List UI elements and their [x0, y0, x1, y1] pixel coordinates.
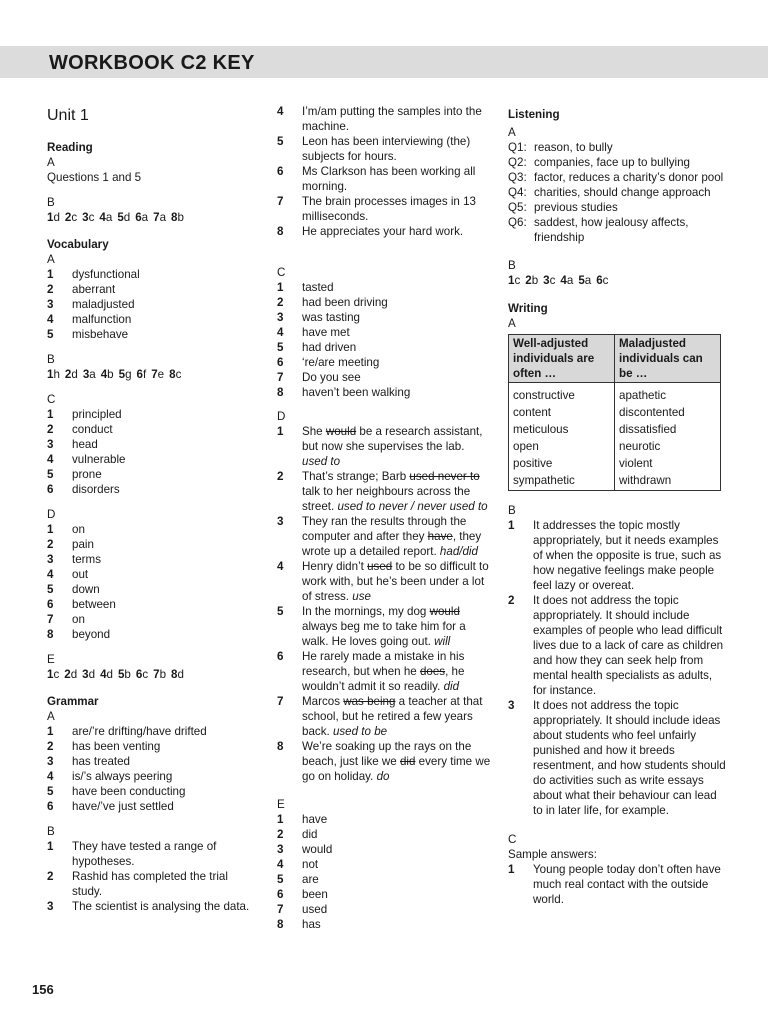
answer-code: 6c	[135, 668, 149, 681]
table-row: positive violent	[509, 455, 721, 472]
list-item: 3 was tasting	[277, 311, 360, 324]
table-row: constructive apathetic	[509, 383, 721, 405]
grammar-d-label: D	[277, 410, 286, 423]
reading-a-answer: Questions 1 and 5	[47, 171, 142, 184]
reading-b-label: B	[47, 196, 55, 209]
answer-code: 8b	[171, 211, 184, 224]
table-row: content discontented	[509, 404, 721, 421]
list-item: 4 out	[47, 568, 89, 581]
list-item: 1 dysfunctional	[47, 268, 140, 281]
answer-code: 2d	[64, 368, 78, 381]
list-item: 3 The scientist is analysing the data.	[47, 900, 250, 913]
list-item: Q3: factor, reduces a charity’s donor pool	[508, 171, 724, 184]
list-item: 1 They have tested a range of hypotheses.	[47, 840, 217, 868]
table-row: meticulous dissatisfied	[509, 421, 721, 438]
vocab-c-list	[47, 407, 252, 497]
answer-code: 8c	[169, 368, 182, 381]
list-item: 3 has treated	[47, 755, 131, 768]
writing-b-list	[508, 518, 728, 818]
reading-a-label: A	[47, 156, 55, 169]
grammar-heading: Grammar	[47, 695, 99, 708]
answer-code: 5d	[117, 211, 131, 224]
list-item: Q2: companies, face up to bullying	[508, 156, 690, 169]
vocab-d-list	[47, 522, 252, 642]
answer-code: 6a	[135, 211, 149, 224]
header-banner	[0, 46, 768, 78]
list-item: 7 on	[47, 613, 85, 626]
list-item: 5 Leon has been interviewing (the) subjects for hours.	[277, 135, 471, 163]
list-item: 6 Ms Clarkson has been working all morning.	[277, 165, 476, 193]
list-item: 1 principled	[47, 408, 122, 421]
list-item: 4 malfunction	[47, 313, 132, 326]
list-item: 2 did	[277, 828, 318, 841]
grammar-e-list	[277, 812, 492, 932]
listening-a-label: A	[508, 126, 516, 139]
grammar-e-label: E	[277, 798, 285, 811]
list-item: 1 are/’re drifting/have drifted	[47, 725, 207, 738]
list-item: 1 on	[47, 523, 85, 536]
list-item: 2 had been driving	[277, 296, 388, 309]
list-item: 3 would	[277, 843, 333, 856]
list-item: 1 have	[277, 813, 328, 826]
list-item: 8 He appreciates your hard work.	[277, 225, 464, 238]
grammar-d-item: 8 We’re soaking up the rays on the beach, just like we did every time we go on holiday. do	[277, 740, 491, 783]
list-item: Q5: previous studies	[508, 201, 618, 214]
list-item: 2 has been venting	[47, 740, 161, 753]
answer-code: 8d	[171, 668, 184, 681]
list-item: 5 down	[47, 583, 100, 596]
vocab-e-answers	[47, 667, 252, 682]
grammar-c-label: C	[277, 266, 286, 279]
table-row: sympathetic withdrawn	[509, 472, 721, 491]
list-item: 4 I’m/am putting the samples into the machine.	[277, 105, 482, 133]
list-item: 4 is/’s always peering	[47, 770, 173, 783]
list-item: 2 conduct	[47, 423, 113, 436]
list-item: 1 It addresses the topic mostly appropriately, but it needs examples of when the opposite is true, such as how negative feelings make people feel lazy or overeat.	[508, 519, 722, 592]
vocab-e-label: E	[47, 653, 55, 666]
table-header: Maladjusted individuals can be …	[615, 335, 721, 383]
list-item: 2 It does not address the topic appropriately. It should include examples of people who lead difficult lives due to a lack of care as children and how they can seek help from mental health specialists as adults, for instance.	[508, 594, 724, 697]
answer-code: 7e	[151, 368, 165, 381]
answer-code: 1c	[47, 668, 60, 681]
vocab-b-answers	[47, 367, 252, 382]
list-item: 8 haven’t been walking	[277, 386, 411, 399]
page-number: 156	[32, 982, 54, 997]
reading-b-answers	[47, 210, 252, 225]
grammar-d-item: 1 She would be a research assistant, but now she supervises the lab. used to	[277, 425, 483, 468]
answer-code: 4b	[100, 368, 114, 381]
writing-b-label: B	[508, 504, 516, 517]
grammar-c-list	[277, 280, 492, 400]
writing-a-label: A	[508, 317, 516, 330]
list-item: 5 had driven	[277, 341, 357, 354]
grammar-d-item: 2 That’s strange; Barb used never to talk to her neighbours across the street. used to never / never used to	[277, 470, 488, 513]
grammar-d-item: 3 They ran the results through the computer and after they have, they wrote up a detailed report. had/did	[277, 515, 482, 558]
list-item: 2 aberrant	[47, 283, 116, 296]
vocab-d-label: D	[47, 508, 56, 521]
vocab-a-list	[47, 267, 252, 342]
grammar-b-continued-list	[277, 104, 492, 239]
answer-code: 3c	[82, 211, 95, 224]
answer-code: 3d	[82, 668, 96, 681]
answer-code: 5b	[117, 668, 131, 681]
answer-code: 3c	[543, 274, 556, 287]
vocabulary-heading: Vocabulary	[47, 238, 109, 251]
list-item: Q6: saddest, how jealousy affects, friendship	[508, 216, 689, 244]
list-item: 2 pain	[47, 538, 94, 551]
list-item: 5 prone	[47, 468, 102, 481]
vocab-b-label: B	[47, 353, 55, 366]
list-item: 3 It does not address the topic appropriately. It should include ideas about students who feel unfairly punished and how it breeds resentment, and how students should do activities such as write essays about what their behaviour can lead to in later life, for example.	[508, 699, 726, 817]
answer-code: 7a	[153, 211, 167, 224]
list-item: 7 used	[277, 903, 328, 916]
list-item: 7 The brain processes images in 13 milliseconds.	[277, 195, 476, 223]
writing-c-list	[508, 862, 728, 907]
list-item: 3 head	[47, 438, 98, 451]
answer-code: 6f	[136, 368, 147, 381]
answer-code: 2c	[64, 211, 78, 224]
answer-code: 4a	[560, 274, 574, 287]
grammar-d-item: 5 In the mornings, my dog would always beg me to take him for a walk. He loves going out. will	[277, 605, 466, 648]
list-item: Q1: reason, to bully	[508, 141, 613, 154]
answer-code: 3a	[82, 368, 96, 381]
list-item: 4 not	[277, 858, 319, 871]
list-item: 3 terms	[47, 553, 101, 566]
list-item: 8 beyond	[47, 628, 111, 641]
page-title: WORKBOOK C2 KEY	[49, 52, 255, 74]
writing-c-label: C	[508, 833, 517, 846]
list-item: 8 has	[277, 918, 321, 931]
list-item: 5 misbehave	[47, 328, 129, 341]
list-item: 6 ‘re/are meeting	[277, 356, 380, 369]
answer-code: 5a	[578, 274, 592, 287]
list-item: Q4: charities, should change approach	[508, 186, 711, 199]
grammar-d-item: 7 Marcos was being a teacher at that school, but he retired a few years back. used to be	[277, 695, 483, 738]
answer-code: 1d	[47, 211, 60, 224]
answer-code: 2d	[64, 668, 78, 681]
list-item: 5 have been conducting	[47, 785, 186, 798]
column-2	[277, 104, 492, 932]
answer-code: 4a	[99, 211, 113, 224]
answer-code: 1h	[47, 368, 60, 381]
column-1	[47, 104, 252, 914]
grammar-b-label: B	[47, 825, 55, 838]
list-item: 7 Do you see	[277, 371, 361, 384]
list-item: 6 been	[277, 888, 328, 901]
table-row: open neurotic	[509, 438, 721, 455]
answer-code: 6c	[596, 274, 609, 287]
table-header: Well-adjusted individuals are often …	[509, 335, 615, 383]
grammar-d-item: 4 Henry didn’t used to be so difficult to work with, but he’s been under a lot of stress. use	[277, 560, 489, 603]
listening-a-list	[508, 140, 728, 245]
listening-b-label: B	[508, 259, 516, 272]
vocab-a-label: A	[47, 253, 55, 266]
answer-code: 2b	[525, 274, 539, 287]
answer-code: 5g	[118, 368, 132, 381]
reading-heading: Reading	[47, 141, 93, 154]
listening-heading: Listening	[508, 108, 560, 121]
answer-code: 7b	[153, 668, 167, 681]
list-item: 1 tasted	[277, 281, 334, 294]
list-item: 2 Rashid has completed the trial study.	[47, 870, 228, 898]
listening-b-answers	[508, 273, 728, 288]
answer-code: 4d	[100, 668, 113, 681]
list-item: 6 between	[47, 598, 116, 611]
list-item: 1 Young people today don’t often have much real contact with the outside world.	[508, 863, 721, 906]
list-item: 4 have met	[277, 326, 350, 339]
adjustment-table	[508, 334, 721, 491]
unit-title: Unit 1	[47, 107, 89, 124]
column-3	[508, 104, 728, 907]
list-item: 6 disorders	[47, 483, 120, 496]
list-item: 6 have/’ve just settled	[47, 800, 174, 813]
writing-c-intro: Sample answers:	[508, 848, 597, 861]
list-item: 3 maladjusted	[47, 298, 135, 311]
list-item: 5 are	[277, 873, 319, 886]
grammar-a-list	[47, 724, 252, 814]
grammar-a-label: A	[47, 710, 55, 723]
answer-code: 1c	[508, 274, 521, 287]
writing-heading: Writing	[508, 302, 548, 315]
vocab-c-label: C	[47, 393, 56, 406]
grammar-d-item: 6 He rarely made a mistake in his research, but when he does, he wouldn’t admit it so readily. did	[277, 650, 465, 693]
list-item: 4 vulnerable	[47, 453, 126, 466]
grammar-b-list	[47, 839, 252, 914]
